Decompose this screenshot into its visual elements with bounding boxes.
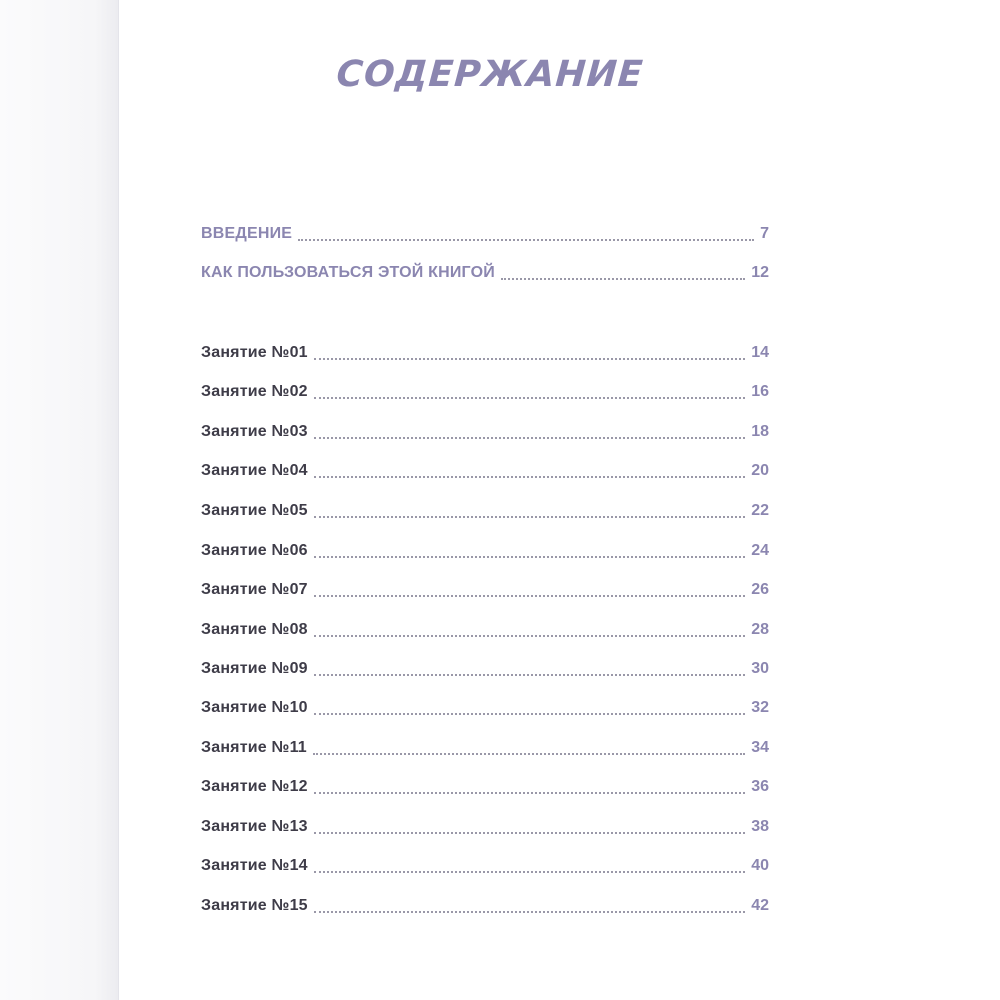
toc-entry-page-number: 7 (760, 225, 769, 242)
toc-entry-lesson-02[interactable] (201, 378, 769, 402)
toc-entry-lesson-10[interactable] (201, 694, 769, 718)
toc-entry-label: Занятие №03 (201, 423, 308, 440)
toc-entry-page-number: 12 (751, 264, 769, 281)
toc-entry-label: Занятие №11 (201, 739, 307, 756)
page-edge-shadow (0, 0, 118, 1000)
toc-entry-page-number: 16 (751, 383, 769, 400)
toc-entry-label: Занятие №01 (201, 344, 308, 361)
dot-leader (314, 437, 745, 439)
dot-leader (314, 792, 745, 794)
toc-entry-lesson-13[interactable] (201, 813, 769, 837)
dot-leader (314, 595, 745, 597)
dot-leader (298, 239, 754, 241)
toc-entry-label: Занятие №15 (201, 897, 308, 914)
dot-leader (314, 358, 745, 360)
toc-entry-label: Занятие №14 (201, 857, 308, 874)
toc-entry-label: Занятие №02 (201, 383, 308, 400)
page-title: СОДЕРЖАНИЕ (335, 54, 645, 95)
toc-entry-lesson-03[interactable] (201, 418, 769, 442)
dot-leader (314, 397, 745, 399)
toc-entry-page-number: 36 (751, 778, 769, 795)
toc-entry-page-number: 26 (751, 581, 769, 598)
toc-entry-label: Занятие №13 (201, 818, 308, 835)
dot-leader (314, 476, 745, 478)
toc-entry-lesson-01[interactable] (201, 339, 769, 363)
dot-leader (314, 556, 745, 558)
toc-entry-label: Занятие №07 (201, 581, 308, 598)
toc-entry-label: КАК ПОЛЬЗОВАТЬСЯ ЭТОЙ КНИГОЙ (201, 264, 495, 281)
dot-leader (314, 635, 745, 637)
toc-entry-label: Занятие №05 (201, 502, 308, 519)
dot-leader (501, 278, 745, 280)
toc-entry-lesson-06[interactable] (201, 537, 769, 561)
dot-leader (314, 713, 745, 715)
toc-entry-lesson-07[interactable] (201, 576, 769, 600)
toc-entry-page-number: 22 (751, 502, 769, 519)
toc-entry-page-number: 30 (751, 660, 769, 677)
dot-leader (314, 674, 745, 676)
toc-entry-label: Занятие №04 (201, 462, 308, 479)
toc-entry-page-number: 34 (751, 739, 769, 756)
toc-entry-page-number: 32 (751, 699, 769, 716)
toc-entry-label: Занятие №08 (201, 621, 308, 638)
toc-entry-label: Занятие №12 (201, 778, 308, 795)
toc-entry-lesson-12[interactable] (201, 773, 769, 797)
toc-entry-lesson-09[interactable] (201, 655, 769, 679)
toc-entry-lesson-08[interactable] (201, 616, 769, 640)
toc-entry-lesson-11[interactable] (201, 734, 769, 758)
toc-entry-page-number: 18 (751, 423, 769, 440)
toc-entry-page-number: 14 (751, 344, 769, 361)
toc-entry-page-number: 28 (751, 621, 769, 638)
toc-entry-introduction[interactable] (201, 220, 769, 244)
toc-entry-page-number: 40 (751, 857, 769, 874)
toc-entry-page-number: 38 (751, 818, 769, 835)
toc-entry-lesson-14[interactable] (201, 852, 769, 876)
dot-leader (314, 832, 745, 834)
dot-leader (314, 871, 745, 873)
toc-entry-label: Занятие №10 (201, 699, 308, 716)
toc-entry-lesson-15[interactable] (201, 892, 769, 916)
dot-leader (314, 516, 745, 518)
dot-leader (313, 753, 745, 755)
toc-entry-label: ВВЕДЕНИЕ (201, 225, 293, 242)
toc-entry-lesson-05[interactable] (201, 497, 769, 521)
toc-entry-page-number: 24 (751, 542, 769, 559)
toc-entry-how-to-use[interactable] (201, 259, 769, 283)
toc-entry-page-number: 20 (751, 462, 769, 479)
toc-entry-page-number: 42 (751, 897, 769, 914)
toc-entry-label: Занятие №09 (201, 660, 308, 677)
toc-entry-label: Занятие №06 (201, 542, 308, 559)
dot-leader (314, 911, 745, 913)
toc-entry-lesson-04[interactable] (201, 457, 769, 481)
